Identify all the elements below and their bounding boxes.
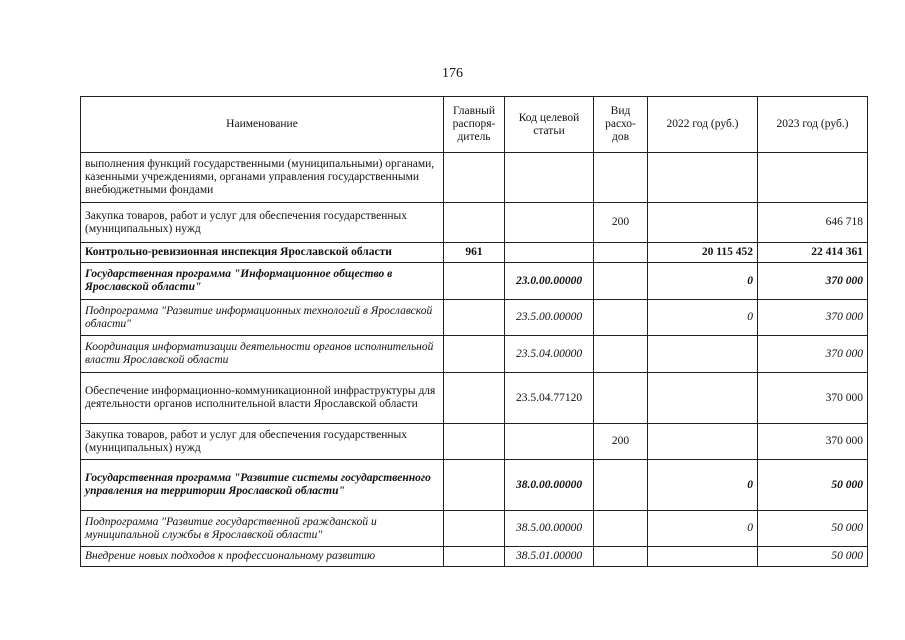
cell-type [594,153,648,203]
cell-code: 23.0.00.00000 [505,263,594,300]
cell-y2023: 50 000 [758,547,868,567]
cell-y2022: 20 115 452 [648,243,758,263]
cell-ministry [444,203,505,243]
cell-y2023: 370 000 [758,336,868,373]
table-header-row [81,97,868,153]
cell-y2022 [648,424,758,460]
header-ministry: Главный распоря-дитель [444,97,505,153]
cell-y2023: 50 000 [758,511,868,547]
table-row [81,460,868,511]
cell-type [594,511,648,547]
cell-type: 200 [594,203,648,243]
cell-y2022: 0 [648,300,758,336]
cell-code: 38.0.00.00000 [505,460,594,511]
table-row [81,153,868,203]
cell-y2022 [648,547,758,567]
cell-y2023: 22 414 361 [758,243,868,263]
table-row [81,263,868,300]
cell-y2022: 0 [648,460,758,511]
cell-y2023: 370 000 [758,300,868,336]
cell-y2022: 0 [648,263,758,300]
cell-code: 38.5.00.00000 [505,511,594,547]
cell-name: Подпрограмма "Развитие информационных технологий в Ярославской области" [81,300,444,336]
header-2022: 2022 год (руб.) [648,97,758,153]
cell-ministry [444,424,505,460]
table-row [81,203,868,243]
cell-type [594,263,648,300]
cell-type [594,373,648,424]
table-row [81,336,868,373]
cell-code [505,424,594,460]
cell-ministry [444,373,505,424]
cell-name: Координация информатизации деятельности органов исполнительной власти Ярославской области [81,336,444,373]
cell-type: 200 [594,424,648,460]
table-row [81,243,868,263]
header-code: Код целевой статьи [505,97,594,153]
cell-name: Закупка товаров, работ и услуг для обеспечения государственных (муниципальных) нужд [81,203,444,243]
cell-type [594,336,648,373]
cell-ministry [444,300,505,336]
cell-y2022 [648,373,758,424]
cell-name: выполнения функций государственными (муниципальными) органами, казенными учреждениями, органами управления государственными внебюджетными фондами [81,153,444,203]
cell-type [594,300,648,336]
cell-y2023: 370 000 [758,424,868,460]
header-type: Вид расхо-дов [594,97,648,153]
cell-name: Внедрение новых подходов к профессиональному развитию [81,547,444,567]
table-row [81,300,868,336]
cell-ministry [444,336,505,373]
cell-name: Обеспечение информационно-коммуникационной инфраструктуры для деятельности органов исполнительной власти Ярославской области [81,373,444,424]
cell-ministry: 961 [444,243,505,263]
cell-code [505,153,594,203]
cell-y2022 [648,203,758,243]
cell-name: Закупка товаров, работ и услуг для обеспечения государственных (муниципальных) нужд [81,424,444,460]
cell-y2022 [648,336,758,373]
cell-code: 38.5.01.00000 [505,547,594,567]
cell-name: Контрольно-ревизионная инспекция Ярославской области [81,243,444,263]
cell-ministry [444,547,505,567]
cell-code: 23.5.00.00000 [505,300,594,336]
cell-y2022: 0 [648,511,758,547]
cell-y2023 [758,153,868,203]
cell-y2023: 50 000 [758,460,868,511]
cell-code: 23.5.04.00000 [505,336,594,373]
cell-ministry [444,460,505,511]
cell-y2023: 646 718 [758,203,868,243]
cell-name: Подпрограмма "Развитие государственной гражданской и муниципальной службы в Ярославской области" [81,511,444,547]
cell-y2022 [648,153,758,203]
cell-code [505,243,594,263]
cell-type [594,243,648,263]
cell-name: Государственная программа "Информационное общество в Ярославской области" [81,263,444,300]
table-row [81,511,868,547]
cell-ministry [444,153,505,203]
page-number: 176 [442,66,463,81]
cell-ministry [444,511,505,547]
cell-name: Государственная программа "Развитие системы государственного управления на территории Ярославской области" [81,460,444,511]
table-row [81,424,868,460]
header-name: Наименование [81,97,444,153]
cell-ministry [444,263,505,300]
cell-code [505,203,594,243]
table-row [81,547,868,567]
cell-y2023: 370 000 [758,373,868,424]
budget-table [80,96,868,567]
cell-code: 23.5.04.77120 [505,373,594,424]
cell-y2023: 370 000 [758,263,868,300]
header-2023: 2023 год (руб.) [758,97,868,153]
cell-type [594,460,648,511]
table-row [81,373,868,424]
cell-type [594,547,648,567]
